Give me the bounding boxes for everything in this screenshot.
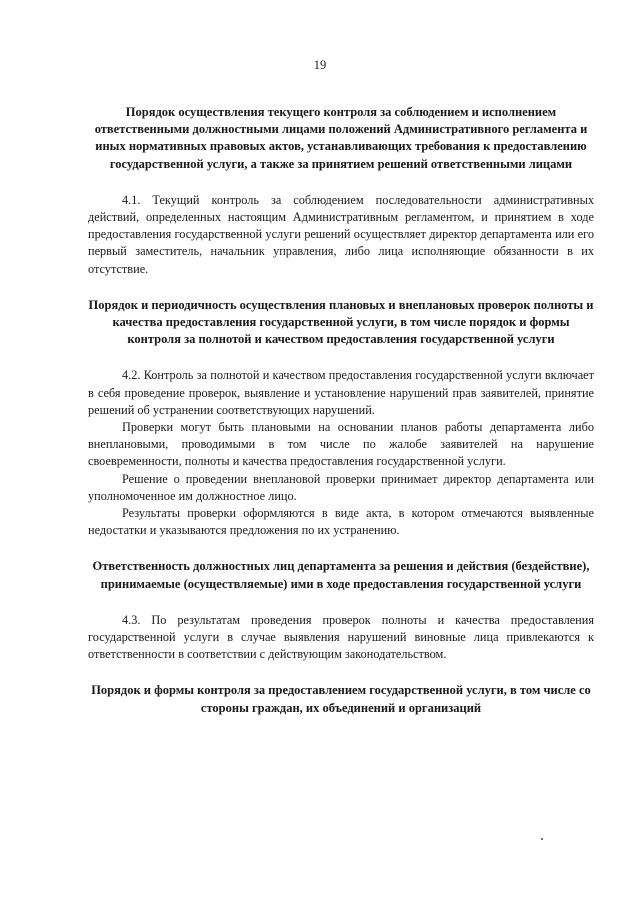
paragraph: 4.1. Текущий контроль за соблюдением последовательности административных действий, определенных настоящим Административным регламентом, и принятием в ходе предоставления государственной услуги решений осуществляет директор департамента или его первый заместитель, начальник управления, либо лица исполняющие обязанности в их отсутствие.: [88, 192, 594, 276]
section-current-control: [88, 104, 594, 278]
section-inspections: [88, 297, 594, 540]
scan-speck: [541, 838, 543, 840]
paragraph: Решение о проведении внеплановой проверки принимает директор департамента или уполномоченное им должностное лицо.: [88, 471, 594, 503]
section-responsibility: [88, 558, 594, 663]
document-body: [88, 104, 594, 717]
section-heading: Порядок и периодичность осуществления плановых и внеплановых проверок полноты и качества предоставления государственной услуги, в том числе порядок и формы контроля за полнотой и качеством предоставления государственной услуги: [88, 297, 594, 347]
paragraph: Результаты проверки оформляются в виде акта, в котором отмечаются выявленные недостатки и указываются предложения по их устранению.: [88, 506, 594, 538]
paragraph: Проверки могут быть плановыми на основании планов работы департамента либо внеплановыми, проводимыми в том числе по жалобе заявителей на нарушение своевременности, полноты и качества предоставления государственной услуги.: [88, 420, 594, 469]
section-control-forms: [88, 682, 594, 716]
paragraph: 4.3. По результатам проведения проверок полноты и качества предоставления государственной услуги в случае выявления нарушений виновные лица привлекаются к ответственности в соответствии с действующим законодательством.: [88, 612, 594, 662]
section-heading: Порядок и формы контроля за предоставлением государственной услуги, в том числе со стороны граждан, их объединений и организаций: [91, 683, 591, 715]
section-heading: Ответственность должностных лиц департамента за решения и действия (бездействие), принимаемые (осуществляемые) ими в ходе предоставления государственной услуги: [92, 559, 590, 591]
page-number: 19: [313, 58, 327, 72]
paragraph: 4.2. Контроль за полнотой и качеством предоставления государственной услуги включает в себя проведение проверок, выявление и установление нарушений прав заявителей, принятие решений об устранении соответствующих нарушений.: [88, 368, 594, 417]
section-heading: Порядок осуществления текущего контроля за соблюдением и исполнением ответственными должностными лицами положений Административного регламента и иных нормативных правовых актов, устанавливающих требования к предоставлению государственной услуги, а также за принятием решений ответственными лицами: [94, 105, 588, 171]
